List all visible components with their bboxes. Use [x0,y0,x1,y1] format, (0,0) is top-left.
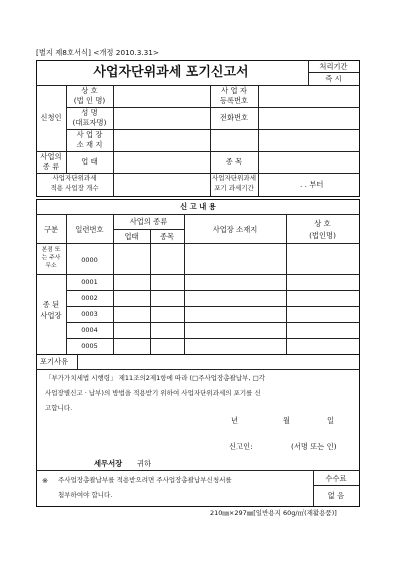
col-type-header: 구분 [43,225,59,234]
category-field[interactable] [114,152,209,172]
business-type-label-2: 종 류 [42,162,60,171]
main-office-label-3: 무소 [45,263,57,269]
reg-no-label: 사 업 자 [221,86,247,95]
note-line-1: 주사업장총괄납부를 적용받으려면 주사업장총괄납부신청서를 [58,476,232,484]
phone-field[interactable] [259,108,358,128]
serial-0005: 0005 [81,342,98,350]
unit-count-label-2: 적용 사업장 개수 [50,184,99,192]
form-title: 사업자단위과세 포기신고서 [93,65,249,80]
col-biz-type-header: 사업의 종류 [129,217,168,226]
serial-0004: 0004 [81,326,98,334]
reason-field[interactable] [78,355,358,368]
col-address-header: 사업장 소재지 [212,225,258,234]
name-sub-label: (대표자명) [72,118,107,127]
business-type-label: 사업의 [40,152,62,161]
declaration-line-1: 「부가가치세법 시행령」 제11조의2제1항에 따라 (□주사업장총괄납부, □각 [45,374,266,382]
serial-0003: 0003 [81,310,98,318]
fee-value: 없 음 [327,491,345,500]
signature-note: (서명 또는 인) [291,442,337,451]
main-office-label-2: 는 주사 [41,255,61,261]
col-serial-header: 일련번호 [75,225,104,234]
item-label: 종 목 [225,157,243,166]
trade-name-sub-label: (법 인 명) [73,96,106,105]
processing-period-label: 처리기간 [319,62,348,71]
trade-name-field[interactable] [114,86,209,106]
col-item-header: 종목 [159,232,175,241]
period-label: 사업자단위과세 [212,174,256,182]
col-trade-header-2: (법인명) [309,231,336,240]
fee-label: 수수료 [325,474,347,483]
main-office-label: 본점 또 [41,247,61,253]
note-line-2: 첨부하여야 합니다. [58,491,113,499]
date-day-label: 일 [327,416,335,425]
serial-0000: 0000 [81,256,98,264]
processing-period-value: 즉 시 [325,74,342,83]
serial-0002: 0002 [81,294,98,302]
serial-0001: 0001 [81,278,98,286]
declaration-line-3: 고합니다. [45,404,73,412]
branch-label-2: 사업장 [40,311,62,320]
reg-no-label-2: 등록번호 [219,96,249,105]
period-label-2: 포기 과세기간 [214,184,254,192]
report-title: 신 고 내 용 [180,202,216,211]
reason-label: 포기사유 [40,357,69,366]
category-label: 업 태 [81,157,98,166]
form-reference: [별지 제8호서식] <개정 2010.3.31> [36,48,160,57]
name-label: 성 명 [81,108,98,117]
signature-label: 신고인: [229,442,253,451]
period-value: . . 부터 [300,180,324,189]
col-category-header: 업태 [124,232,139,241]
reg-no-field[interactable] [259,86,358,106]
date-year-label: 년 [231,416,239,425]
declaration-line-2: 사업장별신고 · 납부)의 방법을 적용받기 위하여 사업자단위과세의 포기를 신 [45,389,261,397]
address-label: 사 업 장 [76,130,103,139]
address-field[interactable] [114,130,358,150]
phone-label: 전화번호 [219,113,249,122]
branch-label: 종 된 [42,300,60,309]
trade-name-label: 상 호 [81,86,98,95]
note-mark: ※ [42,476,49,485]
date-month-label: 월 [283,416,291,425]
applicant-label: 신청인 [40,113,62,122]
tax-office-label: 세무서장 [94,459,123,468]
col-trade-header: 상 호 [314,219,331,228]
name-field[interactable] [114,108,209,128]
item-field[interactable] [259,152,358,172]
unit-count-label: 사업자단위과세 [52,174,97,182]
recipient-suffix: 귀하 [137,459,152,468]
address-label-2: 소 재 지 [76,140,103,149]
unit-count-field[interactable] [114,174,209,195]
paper-spec-footer: 210㎜×297㎜[일반용지 60g/㎡(재활용품)] [210,509,337,517]
